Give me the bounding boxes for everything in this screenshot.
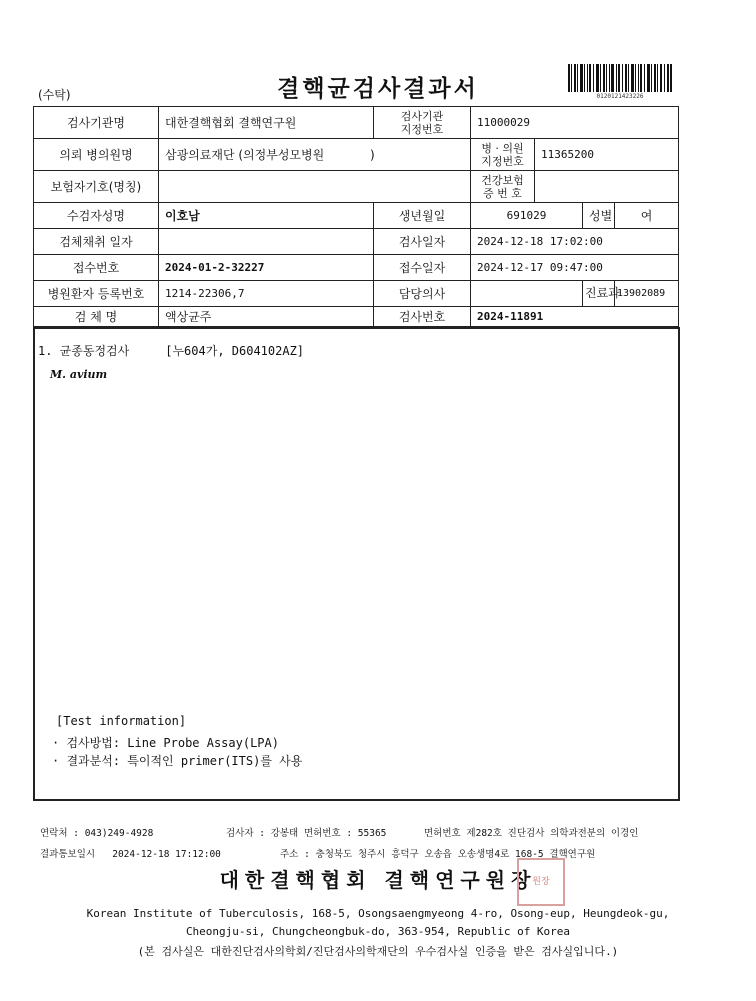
reg-value: 1214-22306,7 [159, 281, 374, 307]
insurer-label: 보험자기호(명칭) [34, 171, 159, 203]
collect-value [159, 229, 374, 255]
english-address-line2: Cheongju-si, Chungcheongbuk-do, 363-954, Republic of Korea [185, 925, 571, 938]
hospital-no-value: 11365200 [535, 139, 679, 171]
result-item-ref: [누604가, D604102AZ] [165, 344, 305, 358]
test-method: · 검사방법: Line Probe Assay(LPA) [52, 736, 279, 750]
receipt-date-label: 접수일자 [374, 255, 471, 281]
korean-address: 주소 : 충청북도 청주시 흥덕구 오송읍 오송생명4로 168-5 결핵연구원 [280, 849, 596, 860]
accession-label: 접수번호 [34, 255, 159, 281]
test-date-label: 검사일자 [374, 229, 471, 255]
license-info: 면허번호 제282호 진단검사 의학과전분의 이경인 [424, 828, 639, 839]
test-no-value: 2024-11891 [471, 307, 679, 327]
accession-value: 2024-01-2-32227 [159, 255, 374, 281]
result-item [38, 342, 304, 359]
hospital-no-label: 병 · 의원 지정번호 [471, 139, 535, 171]
collect-label: 검체채취 일자 [34, 229, 159, 255]
lab-label: 검사기관명 [34, 107, 159, 139]
test-no-label: 검사번호 [374, 307, 471, 327]
health-no-label: 건강보험 증 번 호 [471, 171, 535, 203]
document-title: 결핵균검사결과서 [277, 75, 479, 102]
barcode-icon [568, 64, 672, 92]
test-date-value: 2024-12-18 17:02:00 [471, 229, 679, 255]
dept-value: 13902089 [615, 281, 679, 307]
receipt-label: (수탁) [38, 88, 71, 102]
patient-name: 이호남 [159, 203, 374, 229]
result-item-label: 1. 균종동정검사 [38, 344, 130, 358]
insurer-value [159, 171, 471, 203]
specimen-value: 액상균주 [159, 307, 374, 327]
lab-no-value: 11000029 [471, 107, 679, 139]
report-time: 결과통보일시 2024-12-18 17:12:00 [40, 849, 221, 860]
result-panel [33, 327, 680, 801]
certification-note: (본 검사실은 대한진단검사의학회/진단검사의학재단의 우수검사실 인증을 받은 검사실입니다.) [137, 945, 619, 958]
health-no-value [535, 171, 679, 203]
test-info-heading: [Test information] [56, 714, 187, 728]
test-analysis: · 결과분석: 특이적인 primer(ITS)를 사용 [52, 754, 303, 768]
english-address-line1: Korean Institute of Tuberculosis, 168-5, Osongsaengmyeong 4-ro, Osong-eup, Heungdeok-gu, [86, 907, 670, 920]
barcode-number: 0120121423226 [596, 93, 644, 100]
seal-icon [517, 858, 565, 906]
lab-no-label: 검사기관 지정번호 [374, 107, 471, 139]
hospital-label: 의뢰 병의원명 [34, 139, 159, 171]
dept-label: 진료과 [583, 281, 615, 307]
lab-value: 대한결핵협회 결핵연구원 [159, 107, 374, 139]
sex-label: 성별 [583, 203, 615, 229]
sex-value: 여 [615, 203, 679, 229]
institute-name: 대한결핵협회 결핵연구원장 [219, 868, 537, 892]
specimen-label: 검 체 명 [34, 307, 159, 327]
receipt-date-value: 2024-12-17 09:47:00 [471, 255, 679, 281]
dob-label: 생년월일 [374, 203, 471, 229]
doctor-label: 담당의사 [374, 281, 471, 307]
seal-text: 원장 [532, 877, 550, 887]
patient-label: 수검자성명 [34, 203, 159, 229]
organism-result: M. avium [50, 368, 108, 381]
doctor-value [471, 281, 583, 307]
tester-info: 검사자 : 강봉태 면허번호 : 55365 [226, 828, 387, 839]
reg-label: 병원환자 등록번호 [34, 281, 159, 307]
hospital-value: 삼광의료재단 (의정부성모병원 ) [159, 139, 471, 171]
patient-info-table [33, 106, 679, 327]
contact-info: 연락처 : 043)249-4928 [40, 828, 154, 839]
dob-value: 691029 [471, 203, 583, 229]
